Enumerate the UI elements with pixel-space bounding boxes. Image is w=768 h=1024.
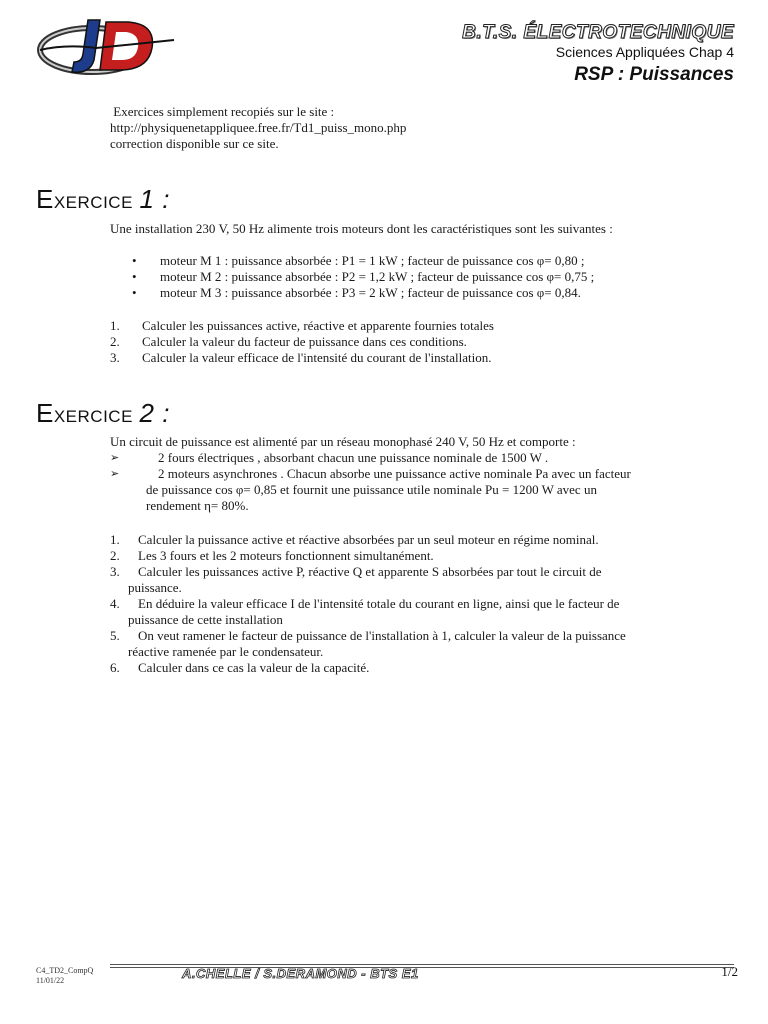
list-item: • moteur M 3 : puissance absorbée : P3 = 2 kW ; facteur de puissance cos φ= 0,84.: [132, 285, 581, 300]
header: [462, 22, 734, 86]
footer-divider: [110, 964, 734, 965]
intro-url: http://physiquenetappliquee.free.fr/Td1_puiss_mono.php: [110, 120, 407, 135]
list-item: • moteur M 1 : puissance absorbée : P1 = 1 kW ; facteur de puissance cos φ= 0,80 ;: [132, 253, 585, 268]
question-continued: réactive ramenée par le condensateur.: [128, 644, 324, 659]
jd-logo-icon: [36, 14, 178, 80]
bullet-icon: •: [132, 285, 137, 300]
exercise-1-questions: [110, 318, 730, 366]
bullet-icon: •: [132, 253, 137, 268]
list-item-continued: rendement η= 80%.: [146, 498, 249, 513]
question-continued: puissance.: [128, 580, 182, 595]
chapter-title: Sciences Appliquées Chap 4: [555, 44, 734, 60]
intro-line: correction disponible sur ce site.: [110, 136, 279, 151]
topic-title: RSP : Puissances: [574, 64, 734, 85]
question-item: 1. Calculer la puissance active et réactive absorbées par un seul moteur en régime nominal.: [110, 532, 599, 547]
exercise-1-statement: Une installation 230 V, 50 Hz alimente trois moteurs dont les caractéristiques sont les suivantes :: [110, 221, 613, 236]
question-item: 1. Calculer les puissances active, réactive et apparente fournies totales: [110, 318, 494, 333]
footer-doc-info: [36, 966, 93, 986]
intro: [110, 104, 406, 152]
doc-code: C4_TD2_CompQ: [36, 966, 94, 975]
page-number: 1/2: [721, 964, 738, 979]
list-item: • moteur M 2 : puissance absorbée : P2 = 1,2 kW ; facteur de puissance cos φ= 0,75 ;: [132, 269, 595, 284]
doc-date: 11/01/22: [36, 976, 65, 985]
question-item: 2. Les 3 fours et les 2 moteurs fonctionnent simultanément.: [110, 548, 434, 563]
list-item: ➢ 2 moteurs asynchrones . Chacun absorbe une puissance active nominale Pa avec un facteur: [110, 466, 631, 481]
question-item: 6. Calculer dans ce cas la valeur de la capacité.: [110, 660, 370, 675]
question-item: 2. Calculer la valeur du facteur de puissance dans ces conditions.: [110, 334, 467, 349]
component-list: [110, 450, 735, 514]
logo: [36, 14, 178, 80]
question-item: 3. Calculer la valeur efficace de l'intensité du courant de l'installation.: [110, 350, 492, 365]
question-item: 3. Calculer les puissances active P, réactive Q et apparente S absorbées par tout le circuit de: [110, 564, 602, 579]
exercise-2-questions: [110, 532, 730, 676]
list-item-continued: de puissance cos φ= 0,85 et fournit une puissance utile nominale Pu = 1200 W avec un: [146, 482, 597, 497]
motor-list: [110, 253, 594, 301]
question-item: 5. On veut ramener le facteur de puissance de l'installation à 1, calculer la valeur de la puissance: [110, 628, 626, 643]
exercise-2-title: EXERCICE 2 :: [36, 398, 170, 428]
footer-authors: A.CHELLE / S.DERAMOND - BTS E1: [182, 966, 419, 981]
arrow-bullet-icon: ➢: [110, 468, 120, 480]
intro-line: Exercices simplement recopiés sur le site :: [110, 104, 335, 119]
arrow-bullet-icon: ➢: [110, 452, 120, 464]
question-item: 4. En déduire la valeur efficace I de l'intensité totale du courant en ligne, ainsi que le facteur de: [110, 596, 620, 611]
exercise-2-statement: Un circuit de puissance est alimenté par un réseau monophasé 240 V, 50 Hz et comporte :: [110, 434, 576, 449]
course-title: B.T.S. ÉLECTROTECHNIQUE: [462, 22, 734, 43]
list-item: ➢ 2 fours électriques , absorbant chacun une puissance nominale de 1500 W .: [110, 450, 549, 465]
exercise-1-title: EXERCICE 1 :: [36, 184, 170, 214]
question-continued: puissance de cette installation: [128, 612, 283, 627]
bullet-icon: •: [132, 269, 137, 284]
